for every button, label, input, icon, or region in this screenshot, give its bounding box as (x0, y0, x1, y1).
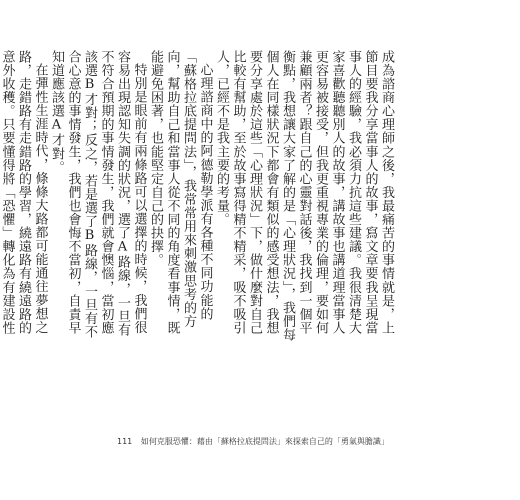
paragraph-4: 在彈性生涯時代，條條大路都可能通往夢想之路，走錯路有走錯路的學習，繞遠路有繞遠路的意外收穫。只要懂得將「恐懼」轉化為有建設性 (0, 50, 48, 335)
paragraph-1: 成為諮商心理師之後，我最痛苦的事情就是，上節目要我分享當事人的故事，寫文章要我呈現當事人的經驗，我必須力抗這些建議。我很清楚大家喜歡聽聽別人的故事，講故事也講道理當事人更容易被接受，但我更重視專業的倫理，要如何兼顧兩者？跟自己的心靈對話後，我找到一個平衡點，我想讓大家了解的是「心理狀況」，我們每個人在同樣狀況下都會有類似的感受想法，我想要分享處於這些「心理狀況」下，做什麼對自己比較有幫助，至於故事寫得精不精采，吸不吸引人，已經不是我主要的考量。 (214, 50, 394, 342)
paragraph-3: 特別是眼前有兩條路可以選擇的時候，我們很容易出現認知失調的狀況，選了A路線，一旦有不符合預期的事情發生，我們就會懊惱，當初應該選B才對；反之，若是選了B路線，一旦有不合心意的事情發生，我們也會悔不當初，自責早知道應該選A才對。 (49, 50, 147, 339)
page-number: 111 (117, 437, 133, 446)
running-title: 如何克服恐懼：藉由「蘇格拉底提問法」來探索自己的「勇氣與膽識」 (140, 437, 389, 446)
body-text (0, 50, 394, 342)
page-footer (117, 436, 389, 447)
paragraph-2: 心理諮商中的阿德勒學派有各種不同功能的「蘇格拉底提問法」，我常常用來刺激思考的方向，幫助自己和當事人從不同的角度看事情，既能避免困著，也能堅定自己的抉擇。 (148, 50, 213, 335)
